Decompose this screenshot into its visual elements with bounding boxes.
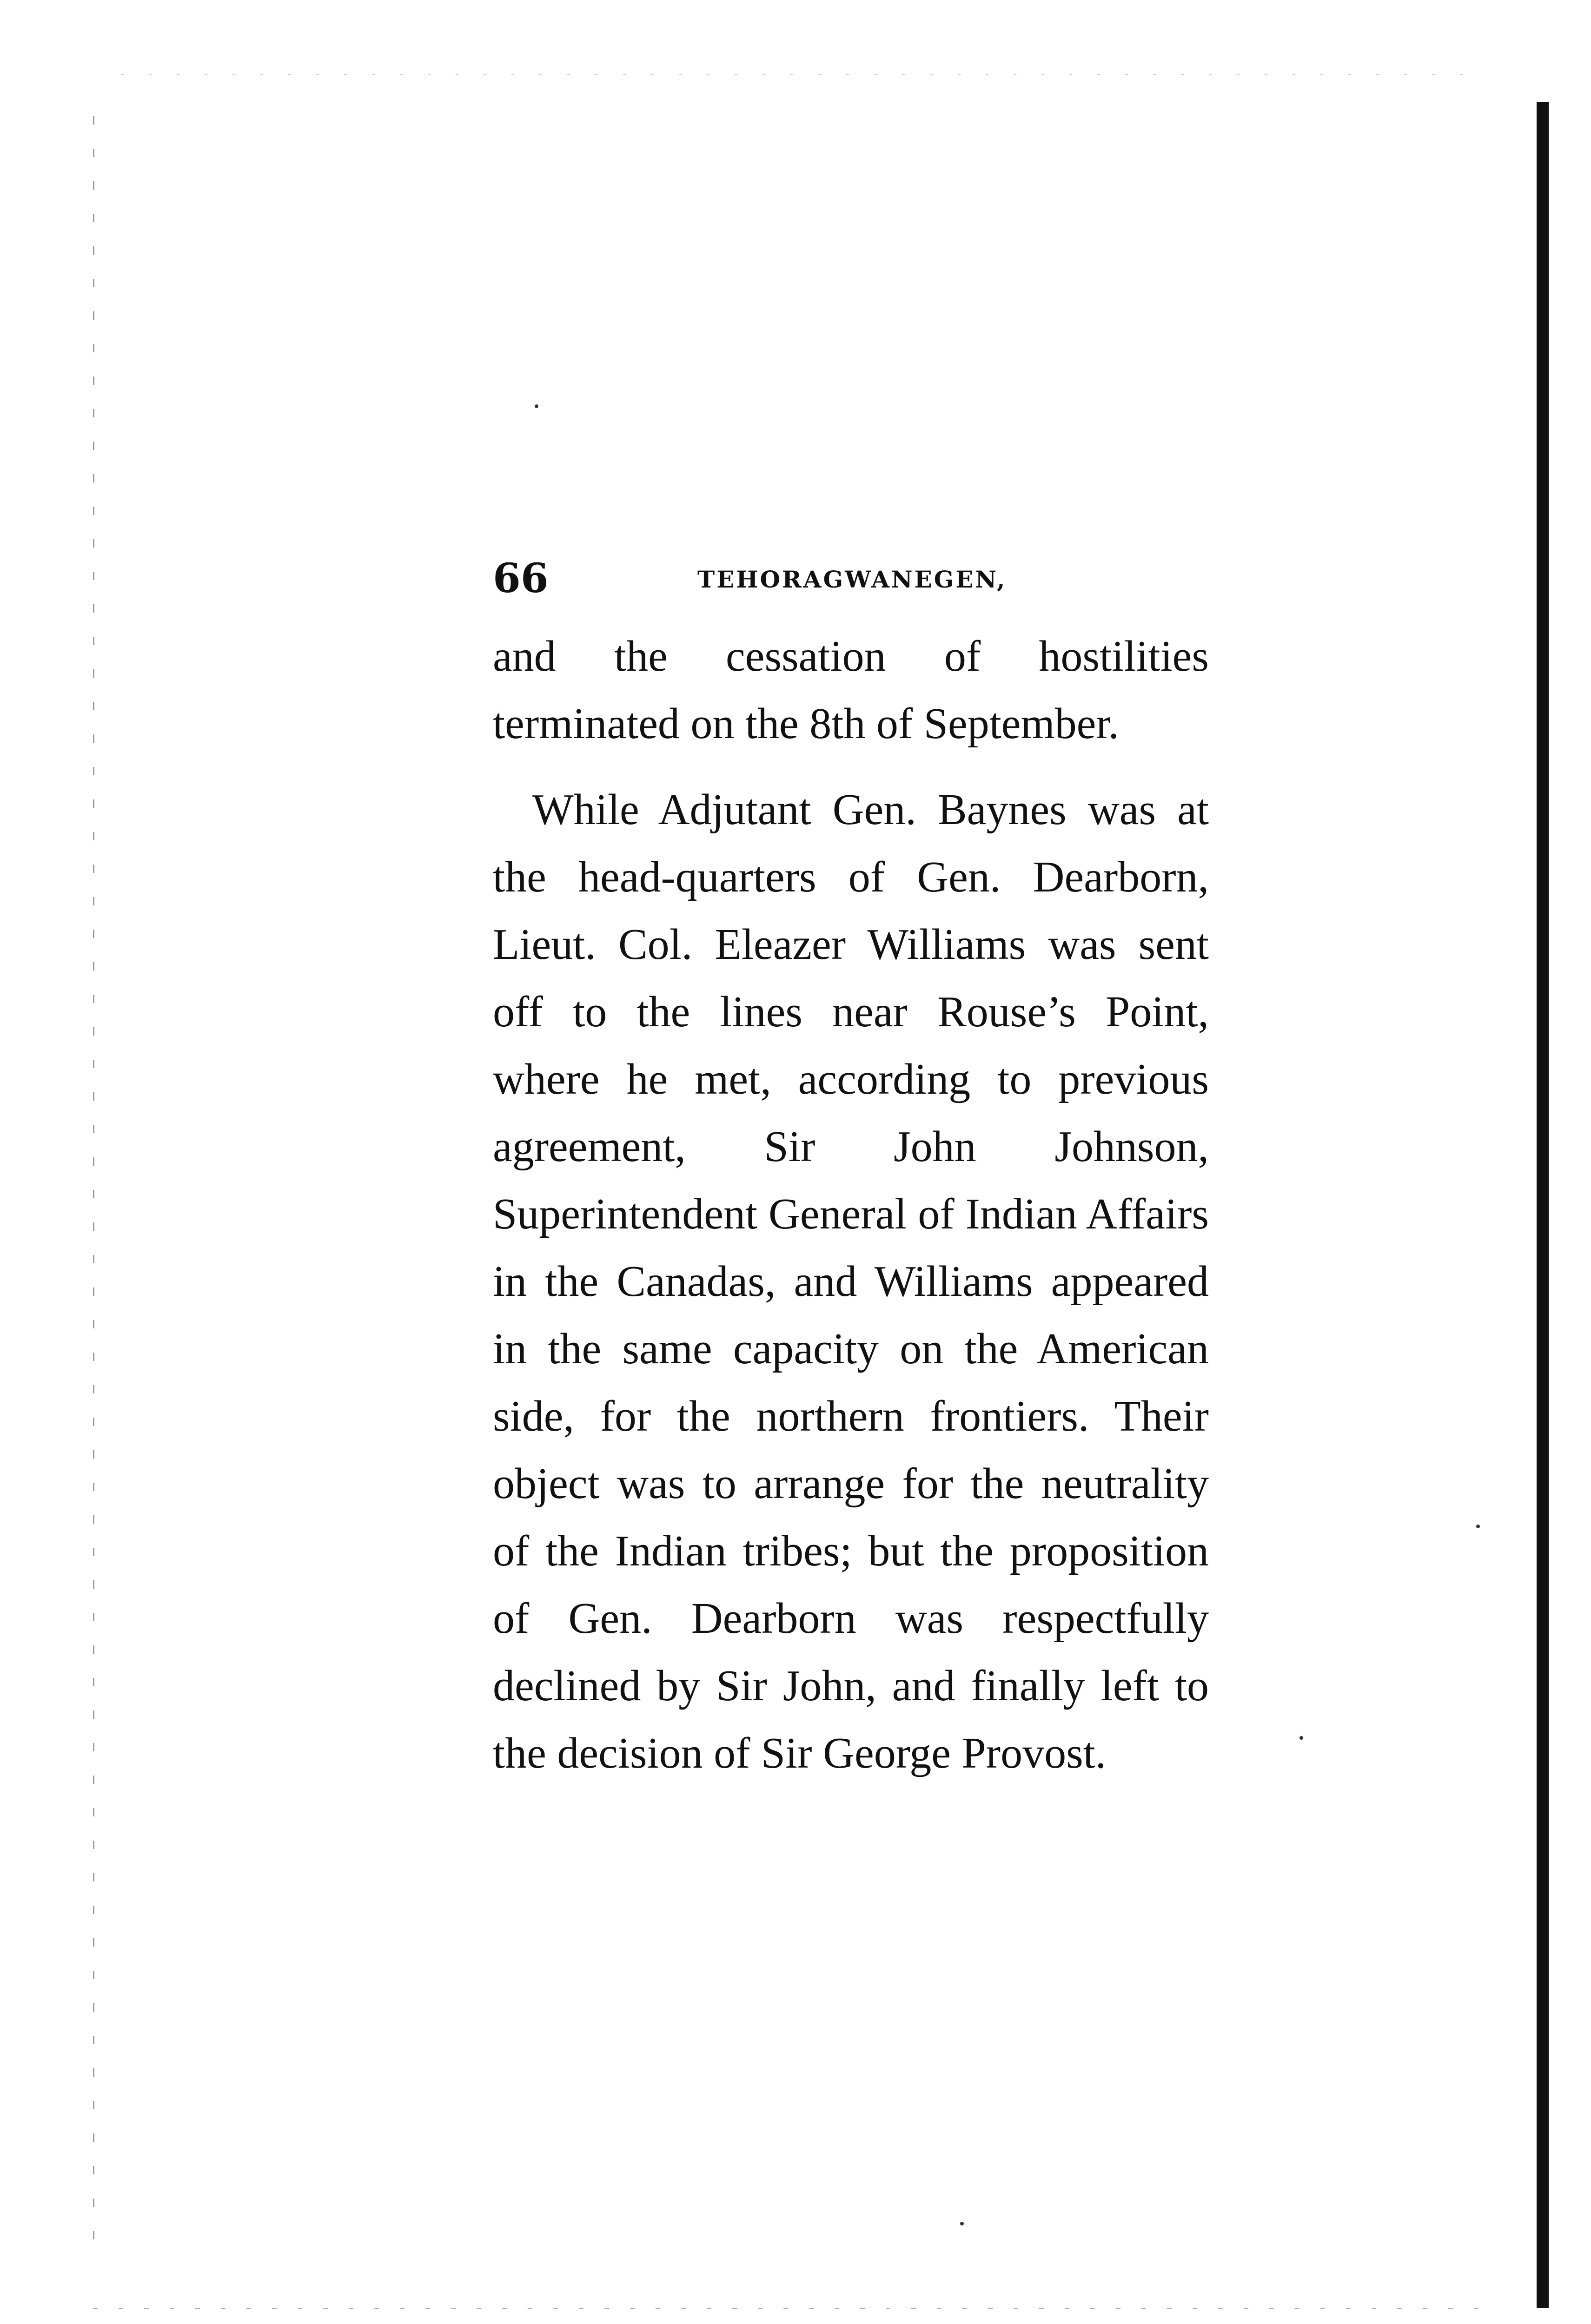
scan-dark-right-edge — [1537, 102, 1549, 2308]
scan-noise-left-edge — [93, 116, 94, 2254]
body-text — [493, 623, 1209, 1787]
scan-speck — [535, 404, 538, 408]
page-number: 66 — [493, 555, 549, 602]
scan-speck — [1476, 1525, 1480, 1528]
scan-noise-top-edge — [121, 74, 1469, 75]
scan-speck — [960, 2222, 964, 2225]
paragraph: While Adjutant Gen. Baynes was at the head-quarters of Gen. Dearborn, Lieut. Col. Eleazer Williams was sent off to the lines near Rouse’s Point, where he met, according to previous agreement, Sir John Johnson, Superintendent General of Indian Affairs in the Canadas, and Williams appeared in the same capacity on the American side, for the northern frontiers. Their object was to arrange for the neutrality of the Indian tribes; but the proposition of Gen. Dearborn was respectfully declined by Sir John, and finally left to the decision of Sir George Provost. — [493, 786, 1209, 1777]
scan-noise-bottom-edge — [93, 2308, 1488, 2309]
scan-speck — [1299, 1736, 1303, 1740]
running-title: TEHORAGWANEGEN, — [697, 566, 1007, 593]
running-head — [493, 551, 1190, 607]
paragraph: and the cessation of hostilities terminated on the 8th of September. — [493, 632, 1209, 748]
